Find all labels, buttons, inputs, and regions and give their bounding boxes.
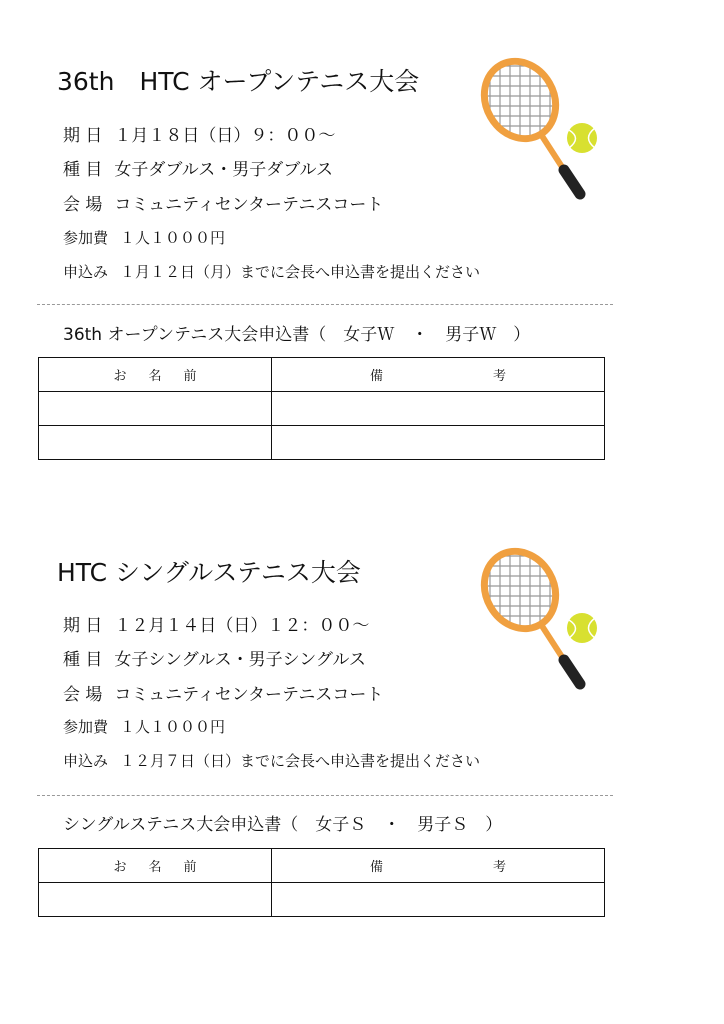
detail-fee [63,227,225,248]
name-cell[interactable] [39,426,272,460]
detail-application [63,261,480,282]
header-name: お名前 [39,849,272,883]
table-row [39,392,605,426]
detail-label: 種 目 [63,650,103,670]
detail-label: 種 目 [63,160,103,180]
table-header-row [39,358,605,392]
detail-date [63,121,335,146]
tennis-ball-icon [567,123,597,153]
detail-value: コミュニティセンターテニスコート [114,685,384,705]
header-remarks-1: 備 [369,369,383,384]
form-title: シングルステニス大会申込書（ 女子Ｓ ・ 男子Ｓ ） [63,815,503,835]
header-remarks-1: 備 [369,860,383,875]
detail-value: １月１８日（日）９：００～ [114,126,336,146]
header-name: お名前 [39,358,272,392]
detail-label: 期 日 [63,126,103,146]
tennis-ball-icon [567,613,597,643]
detail-label: 会 場 [63,195,103,215]
header-remarks [272,849,605,883]
detail-value: １人１０００円 [120,229,226,247]
detail-value: １２月７日（日）までに会長へ申込書を提出ください [120,752,481,770]
header-remarks [272,358,605,392]
tennis-racket-icon [472,52,602,212]
detail-date [63,611,369,636]
table-row [39,426,605,460]
header-remarks-2: 考 [493,860,507,875]
detail-category [63,155,333,180]
application-table [38,848,605,917]
detail-category [63,645,366,670]
event-title: HTC シングルステニス大会 [57,558,361,587]
application-table [38,357,605,460]
detail-venue [63,680,383,705]
remarks-cell[interactable] [272,883,605,917]
header-remarks-2: 考 [493,369,507,384]
detail-venue [63,190,383,215]
name-cell[interactable] [39,883,272,917]
detail-value: 女子ダブルス・男子ダブルス [114,160,334,180]
detail-label: 参加費 [63,229,109,247]
detail-value: １人１０００円 [120,718,226,736]
detail-application [63,750,480,771]
event-title: 36th HTC オープンテニス大会 [57,67,420,96]
detail-value: コミュニティセンターテニスコート [114,195,384,215]
remarks-cell[interactable] [272,426,605,460]
detail-value: 女子シングルス・男子シングルス [114,650,366,670]
detail-label: 申込み [63,263,109,281]
name-cell[interactable] [39,392,272,426]
detail-label: 会 場 [63,685,103,705]
detail-value: １２月１４日（日）１２：００～ [114,616,370,636]
table-row [39,883,605,917]
cut-line [37,304,613,305]
detail-value: １月１２日（月）までに会長へ申込書を提出ください [120,263,481,281]
detail-label: 期 日 [63,616,103,636]
tennis-racket-icon [472,542,602,702]
remarks-cell[interactable] [272,392,605,426]
detail-label: 参加費 [63,718,109,736]
detail-label: 申込み [63,752,109,770]
detail-fee [63,716,225,737]
table-header-row [39,849,605,883]
form-title: 36th オープンテニス大会申込書（ 女子Ｗ ・ 男子Ｗ ） [63,325,531,345]
cut-line [37,795,613,796]
